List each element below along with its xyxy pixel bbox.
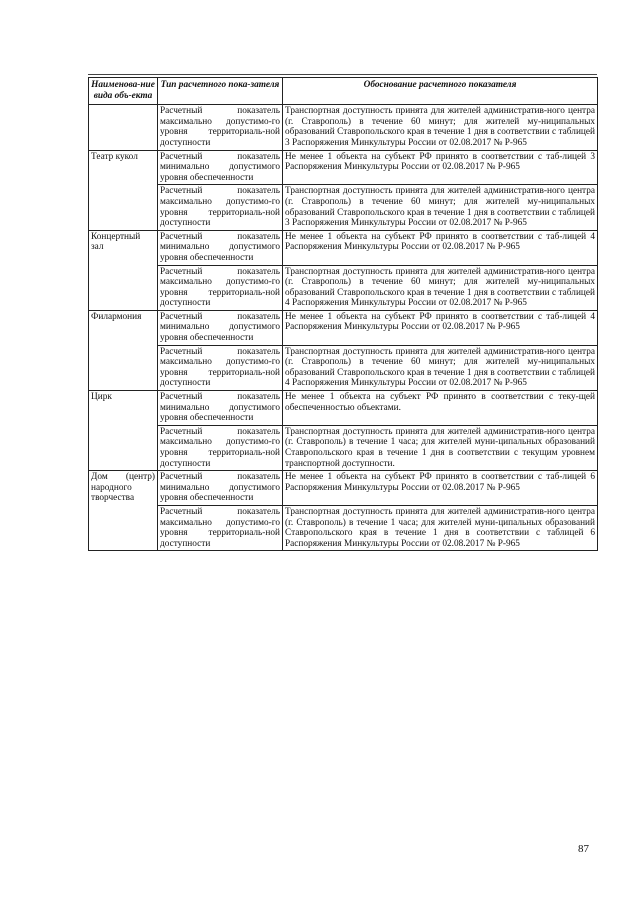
indicator-basis-cell: Не менее 1 объекта на субъект РФ принято в соответствии с таб-лицей 6 Распоряжения Минкультуры России от 02.08.2017 № Р-965	[283, 471, 598, 506]
indicator-basis-cell: Не менее 1 объекта на субъект РФ принято в соответствии с таб-лицей 4 Распоряжения Минкультуры России от 02.08.2017 № Р-965	[283, 230, 598, 265]
indicator-type-cell: Расчетный показатель максимально допустимо-го уровня территориаль-ной доступности	[158, 105, 283, 150]
indicator-basis-cell: Транспортная доступность принята для жителей административ-ного центра (г. Ставрополь) в течение 1 часа; для жителей муни-ципальных образований Ставропольского края в течение 1 дня в соответствии с таблицей 6 Распоряжения Минкультуры России от 02.08.2017 № Р-965	[283, 505, 598, 550]
object-name-cell: Концертный зал	[89, 230, 158, 310]
indicator-basis-cell: Транспортная доступность принята для жителей административ-ного центра (г. Ставрополь) в течение 60 минут; для жителей му-ниципальных образований Ставропольского края в течение 1 дня в соответствии с таблицей 4 Распоряжения Минкультуры России от 02.08.2017 № Р-965	[283, 265, 598, 310]
table-row	[89, 471, 598, 506]
object-name-cell	[89, 105, 158, 150]
header-rule	[88, 74, 597, 75]
table-row	[89, 265, 598, 310]
indicator-type-cell: Расчетный показатель максимально допустимо-го уровня территориаль-ной доступности	[158, 345, 283, 390]
object-name-cell: Цирк	[89, 391, 158, 471]
indicator-basis-cell: Транспортная доступность принята для жителей административ-ного центра (г. Ставрополь) в течение 1 часа; для жителей муни-ципальных образований Ставропольского края в течение 1 дня в соответствии с текущим уровнем транспортной доступности.	[283, 425, 598, 470]
table-row	[89, 345, 598, 390]
table-row	[89, 105, 598, 150]
table-row	[89, 505, 598, 550]
table-row	[89, 150, 598, 185]
object-name-cell: Дом (центр) народного творчества	[89, 471, 158, 551]
header-indicator-type: Тип расчетного пока-зателя	[158, 78, 283, 105]
table-header-row	[89, 78, 598, 105]
indicator-type-cell: Расчетный показатель минимально допустимого уровня обеспеченности	[158, 150, 283, 185]
indicator-basis-cell: Транспортная доступность принята для жителей административ-ного центра (г. Ставрополь) в течение 60 минут; для жителей му-ниципальных образований Ставропольского края в течение 1 дня в соответствии с таблицей 4 Распоряжения Минкультуры России от 02.08.2017 № Р-965	[283, 345, 598, 390]
indicator-type-cell: Расчетный показатель минимально допустимого уровня обеспеченности	[158, 471, 283, 506]
table-row	[89, 391, 598, 426]
header-object-name: Наименова-ние вида объ-екта	[89, 78, 158, 105]
page-number: 87	[578, 843, 589, 855]
indicator-type-cell: Расчетный показатель максимально допустимо-го уровня территориаль-ной доступности	[158, 265, 283, 310]
indicators-table	[88, 77, 598, 551]
table-row	[89, 185, 598, 230]
header-indicator-basis: Обоснование расчетного показателя	[283, 78, 598, 105]
indicator-type-cell: Расчетный показатель минимально допустимого уровня обеспеченности	[158, 310, 283, 345]
indicator-type-cell: Расчетный показатель максимально допустимо-го уровня территориаль-ной доступности	[158, 185, 283, 230]
indicator-type-cell: Расчетный показатель максимально допустимо-го уровня территориаль-ной доступности	[158, 505, 283, 550]
indicator-type-cell: Расчетный показатель минимально допустимого уровня обеспеченности	[158, 230, 283, 265]
indicator-basis-cell: Не менее 1 объекта на субъект РФ принято в соответствии с теку-щей обеспеченностью объектами.	[283, 391, 598, 426]
indicator-type-cell: Расчетный показатель максимально допустимо-го уровня территориаль-ной доступности	[158, 425, 283, 470]
object-name-cell: Филармония	[89, 310, 158, 390]
indicator-type-cell: Расчетный показатель минимально допустимого уровня обеспеченности	[158, 391, 283, 426]
object-name-cell: Театр кукол	[89, 150, 158, 230]
indicator-basis-cell: Транспортная доступность принята для жителей административ-ного центра (г. Ставрополь) в течение 60 минут; для жителей му-ниципальных образований Ставропольского края в течение 1 дня в соответствии с таблицей 3 Распоряжения Минкультуры России от 02.08.2017 № Р-965	[283, 105, 598, 150]
table-row	[89, 310, 598, 345]
table-row	[89, 230, 598, 265]
indicator-basis-cell: Не менее 1 объекта на субъект РФ принято в соответствии с таб-лицей 3 Распоряжения Минкультуры России от 02.08.2017 № Р-965	[283, 150, 598, 185]
table-row	[89, 425, 598, 470]
indicator-basis-cell: Транспортная доступность принята для жителей административ-ного центра (г. Ставрополь) в течение 60 минут; для жителей му-ниципальных образований Ставропольского края в течение 1 дня в соответствии с таблицей 3 Распоряжения Минкультуры России от 02.08.2017 № Р-965	[283, 185, 598, 230]
indicator-basis-cell: Не менее 1 объекта на субъект РФ принято в соответствии с таб-лицей 4 Распоряжения Минкультуры России от 02.08.2017 № Р-965	[283, 310, 598, 345]
